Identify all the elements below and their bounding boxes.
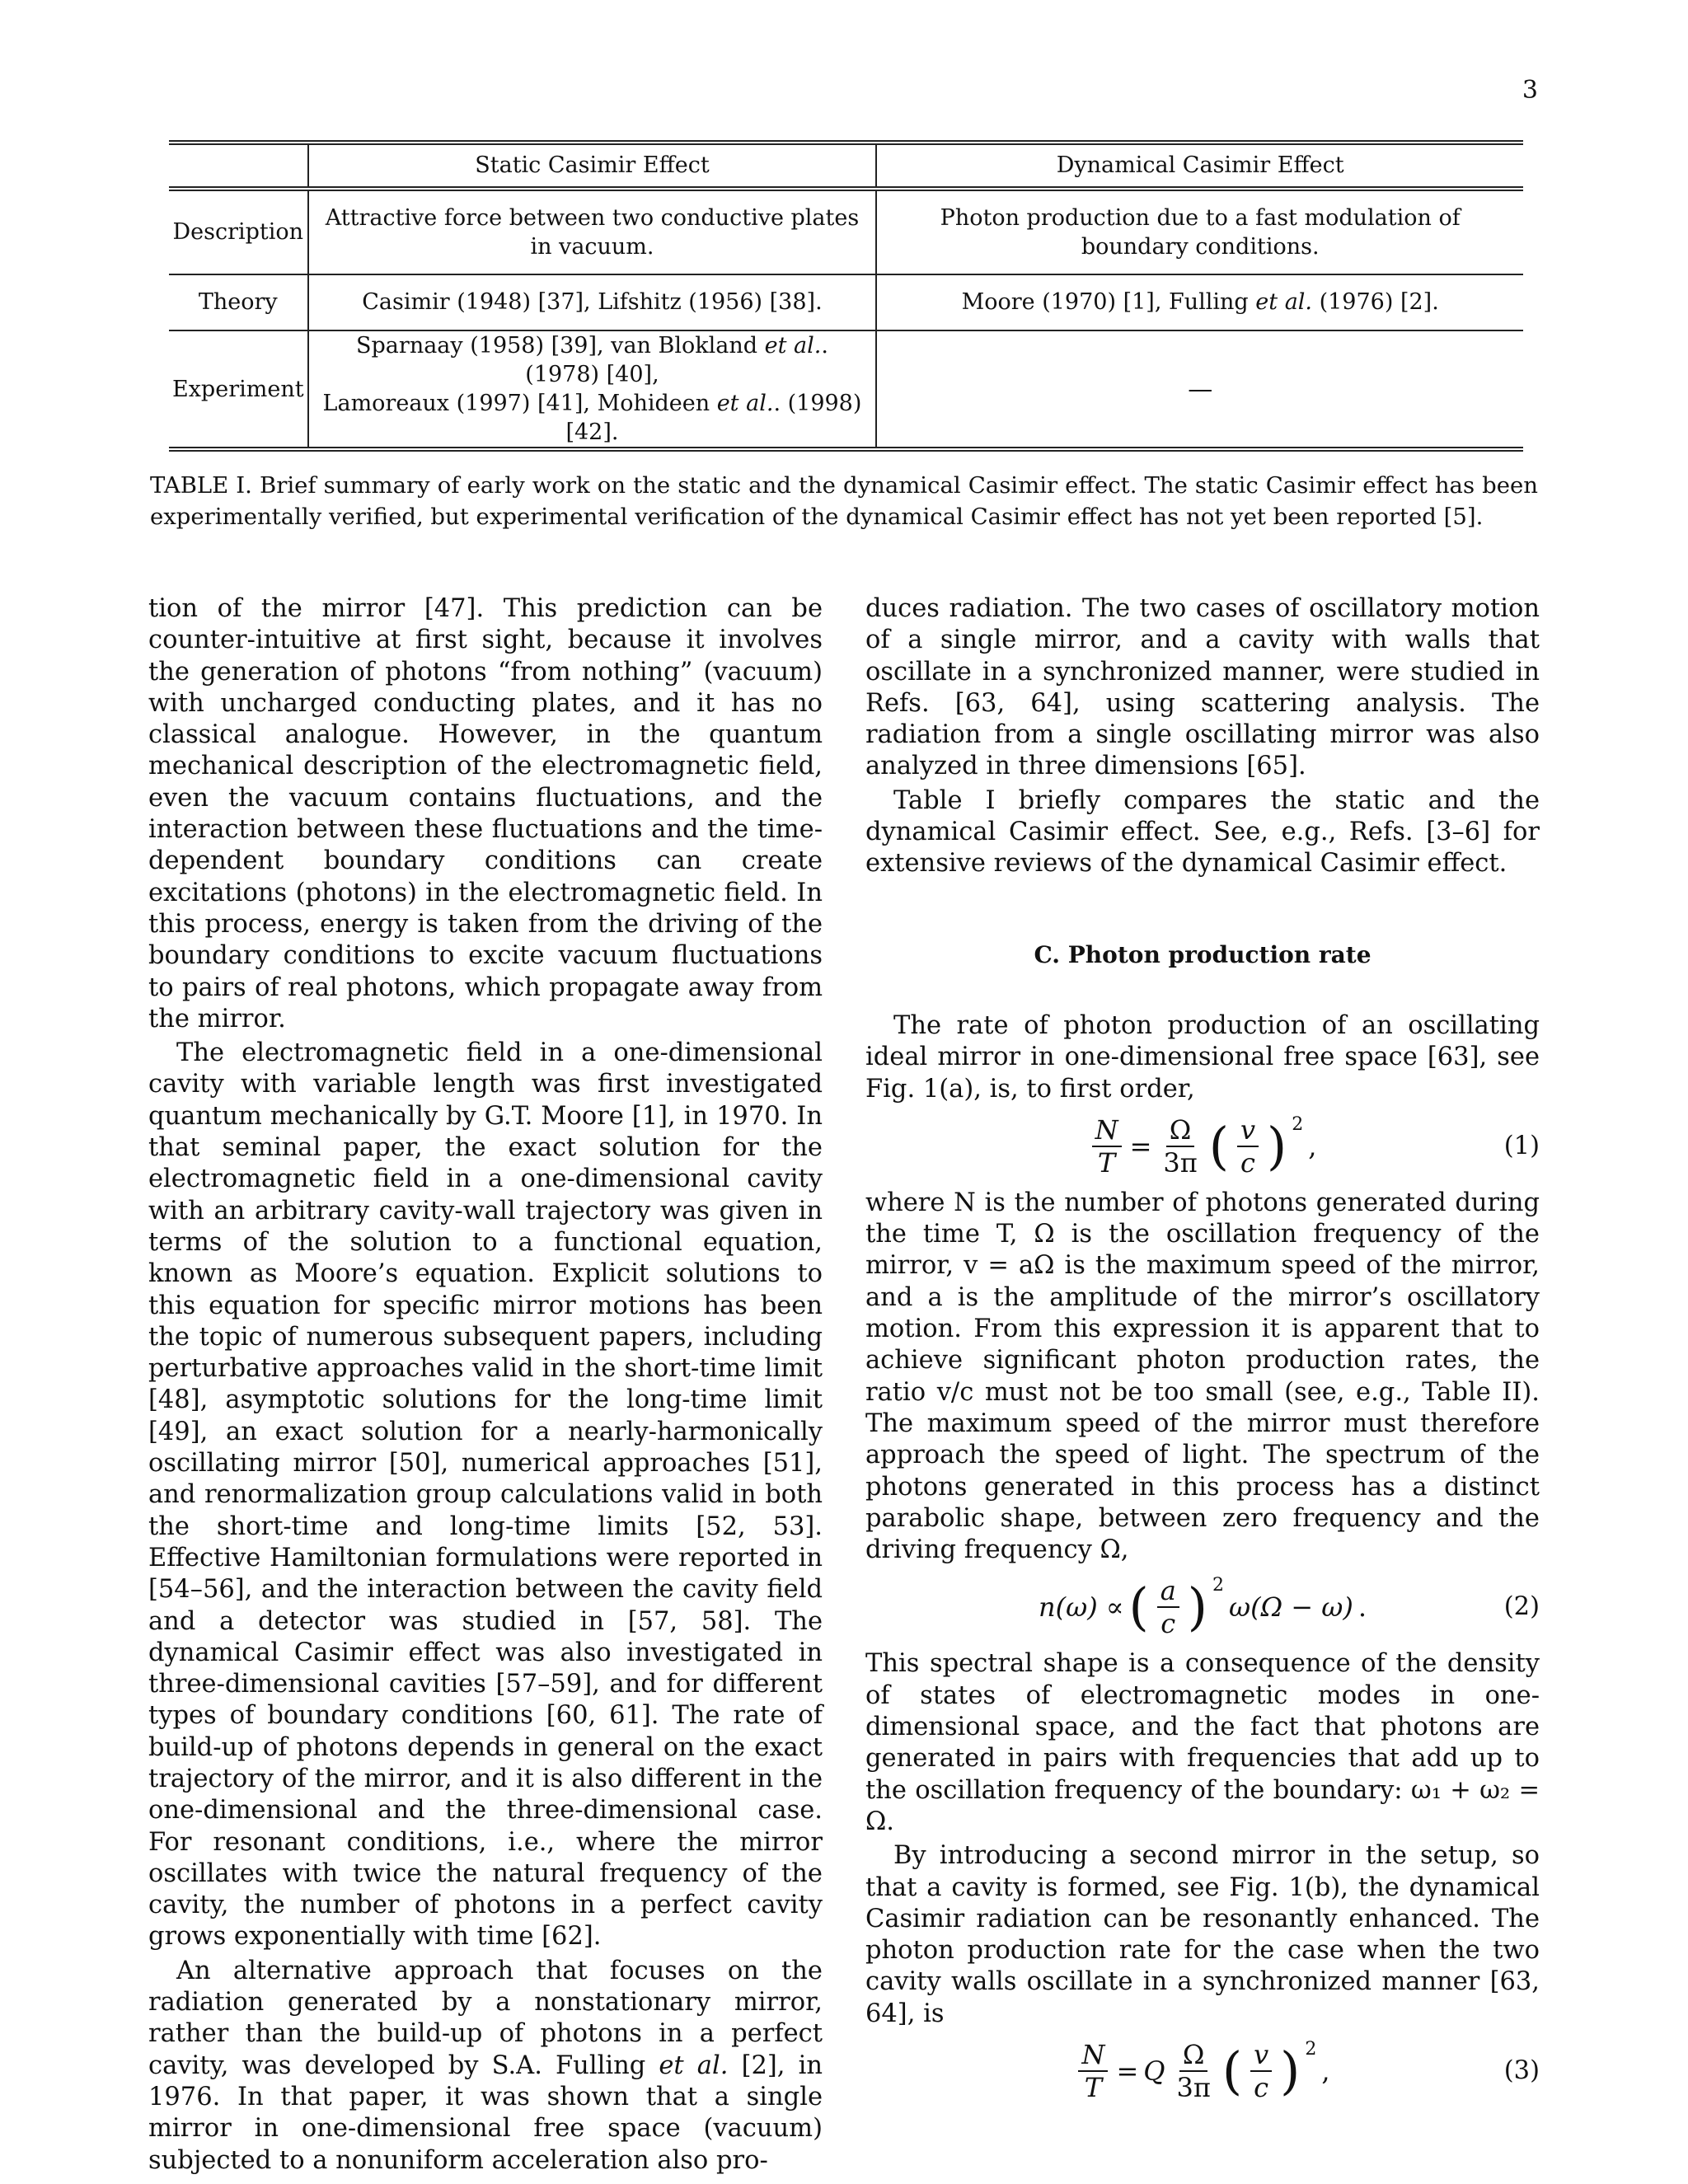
right-paragraph-2: Table I briefly compares the static and the dynamical Casimir effect. See, e.g., Refs. [3–6] for extensive reviews of the dynamical Casimir effect. <box>865 785 1540 879</box>
row-label-experiment: Experiment <box>169 330 308 449</box>
equation-2-number: (2) <box>1503 1592 1540 1622</box>
summary-table <box>169 140 1523 452</box>
right-paragraph-5: This spectral shape is a consequence of the density of states of electromagnetic modes in one-dimensional space, and the fact that photons are generated in pairs with frequencies that add up to the oscillation frequency of the boundary: ω₁ + ω₂ = Ω. <box>865 1649 1540 1836</box>
right-paragraph-1: duces radiation. The two cases of oscillatory motion of a single mirror, and a cavity with walls that oscillate in a synchronized manner, were studied in Refs. [63, 64], using scattering analysis. The radiation from a single oscillating mirror was also analyzed in three dimensions [65]. <box>865 594 1540 781</box>
row-label-theory: Theory <box>169 274 308 330</box>
table-header-empty <box>169 143 308 189</box>
right-paragraph-4: where N is the number of photons generated during the time T, Ω is the oscillation frequency of the mirror, v = aΩ is the maximum speed of the mirror, and a is the amplitude of the mirror’s oscillatory motion. From this expression it is apparent that to achieve significant photon production rates, the ratio v/c must not be too small (see, e.g., Table II). The maximum speed of the mirror must therefore approach the speed of light. The spectrum of the photons generated in this process has a distinct parabolic shape, between zero frequency and the driving frequency Ω, <box>865 1188 1540 1565</box>
left-paragraph-3: An alternative approach that focuses on the radiation generated by a nonstationary mirror, rather than the build-up of photons in a perfect cavity, was developed by S.A. Fulling et al. [2], in 1976. In that paper, it was shown that a single mirror in one-dimensional free space (vacuum) subjected to a nonuniform acceleration also pro- <box>148 1956 823 2175</box>
table-caption: TABLE I. Brief summary of early work on the static and the dynamical Casimir effect. The static Casimir effect has been experimentally verified, but experimental verification of the dynamical Casimir effect has not yet been reported [5]. <box>150 472 1538 530</box>
table-header-static: Static Casimir Effect <box>308 143 877 189</box>
cell-static-description: Attractive force between two conductive plates in vacuum. <box>308 189 877 274</box>
right-column <box>865 593 1540 2112</box>
section-heading: C. Photon production rate <box>1034 940 1372 968</box>
cell-dynamical-theory: Moore (1970) [1], Fulling et al. (1976) [2]. <box>876 274 1523 330</box>
cell-static-theory: Casimir (1948) [37], Lifshitz (1956) [38]. <box>308 274 877 330</box>
row-label-description: Description <box>169 189 308 274</box>
cell-dynamical-experiment: — <box>876 330 1523 449</box>
cell-dynamical-description: Photon production due to a fast modulation of boundary conditions. <box>876 189 1523 274</box>
left-paragraph-2: The electromagnetic field in a one-dimensional cavity with variable length was first investigated quantum mechanically by G.T. Moore [1], in 1970. In that seminal paper, the exact solution for the electromagnetic field in a one-dimensional cavity with an arbitrary cavity-wall trajectory was given in terms of the solution to a functional equation, known as Moore’s equation. Explicit solutions to this equation for specific mirror motions has been the topic of numerous subsequent papers, including perturbative approaches valid in the short-time limit [48], asymptotic solutions for the long-time limit [49], an exact solution for a nearly-harmonically oscillating mirror [50], numerical approaches [51], and renormalization group calculations valid in both the short-time and long-time limits [52, 53]. Effective Hamiltonian formulations were reported in [54–56], and the interaction between the cavity field and a detector was studied in [57, 58]. The dynamical Casimir effect was also investigated in three-dimensional cavities [57–59], and for different types of boundary conditions [60, 61]. The rate of build-up of photons depends in general on the exact trajectory of the mirror, and it is also different in the one-dimensional and the three-dimensional case. For resonant conditions, i.e., where the mirror oscillates with twice the natural frequency of the cavity, the number of photons in a perfect cavity grows exponentially with time [62]. <box>148 1038 823 1952</box>
equation-1: $\frac{N}{T}$ = $\frac{\Omega}{3\pi}$ ( $\frac{v}{c}$ ) 2 , (1) <box>865 1105 1540 1188</box>
right-paragraph-6: By introducing a second mirror in the setup, so that a cavity is formed, see Fig. 1(b), the dynamical Casimir radiation can be resonantly enhanced. The photon production rate for the case when the two cavity walls oscillate in a synchronized manner [63, 64], is <box>865 1841 1540 2028</box>
page-number: 3 <box>1522 76 1538 105</box>
table-header-dynamical: Dynamical Casimir Effect <box>876 143 1523 189</box>
left-column <box>148 593 823 2177</box>
equation-3-number: (3) <box>1503 2055 1540 2085</box>
right-paragraph-3: The rate of photon production of an oscillating ideal mirror in one-dimensional free space [63], see Fig. 1(a), is, to first order, <box>865 1010 1540 1104</box>
cell-static-experiment: Sparnaay (1958) [39], van Blokland et al.. (1978) [40], Lamoreaux (1997) [41], Mohideen et al.. (1998) [42]. <box>308 330 877 449</box>
equation-2: n(ω) ∝ ( $\frac{a}{c}$ ) 2 ω(Ω − ω) . (2) <box>1039 1575 1540 1640</box>
equation-3: $\frac{N}{T}$ = Q $\frac{\Omega}{3\pi}$ ( $\frac{v}{c}$ ) 2 , (3) <box>865 2030 1540 2112</box>
left-paragraph-1: tion of the mirror [47]. This prediction can be counter-intuitive at first sight, because it involves the generation of photons “from nothing” (vacuum) with uncharged conducting plates, and it has no classical analogue. However, in the quantum mechanical description of the electromagnetic field, even the vacuum contains fluctuations, and the interaction between these fluctuations and the time-dependent boundary conditions can create excitations (photons) in the electromagnetic field. In this process, energy is taken from the driving of the boundary conditions to excite vacuum fluctuations to pairs of real photons, which propagate away from the mirror. <box>148 594 823 1033</box>
equation-1-number: (1) <box>1503 1131 1540 1160</box>
